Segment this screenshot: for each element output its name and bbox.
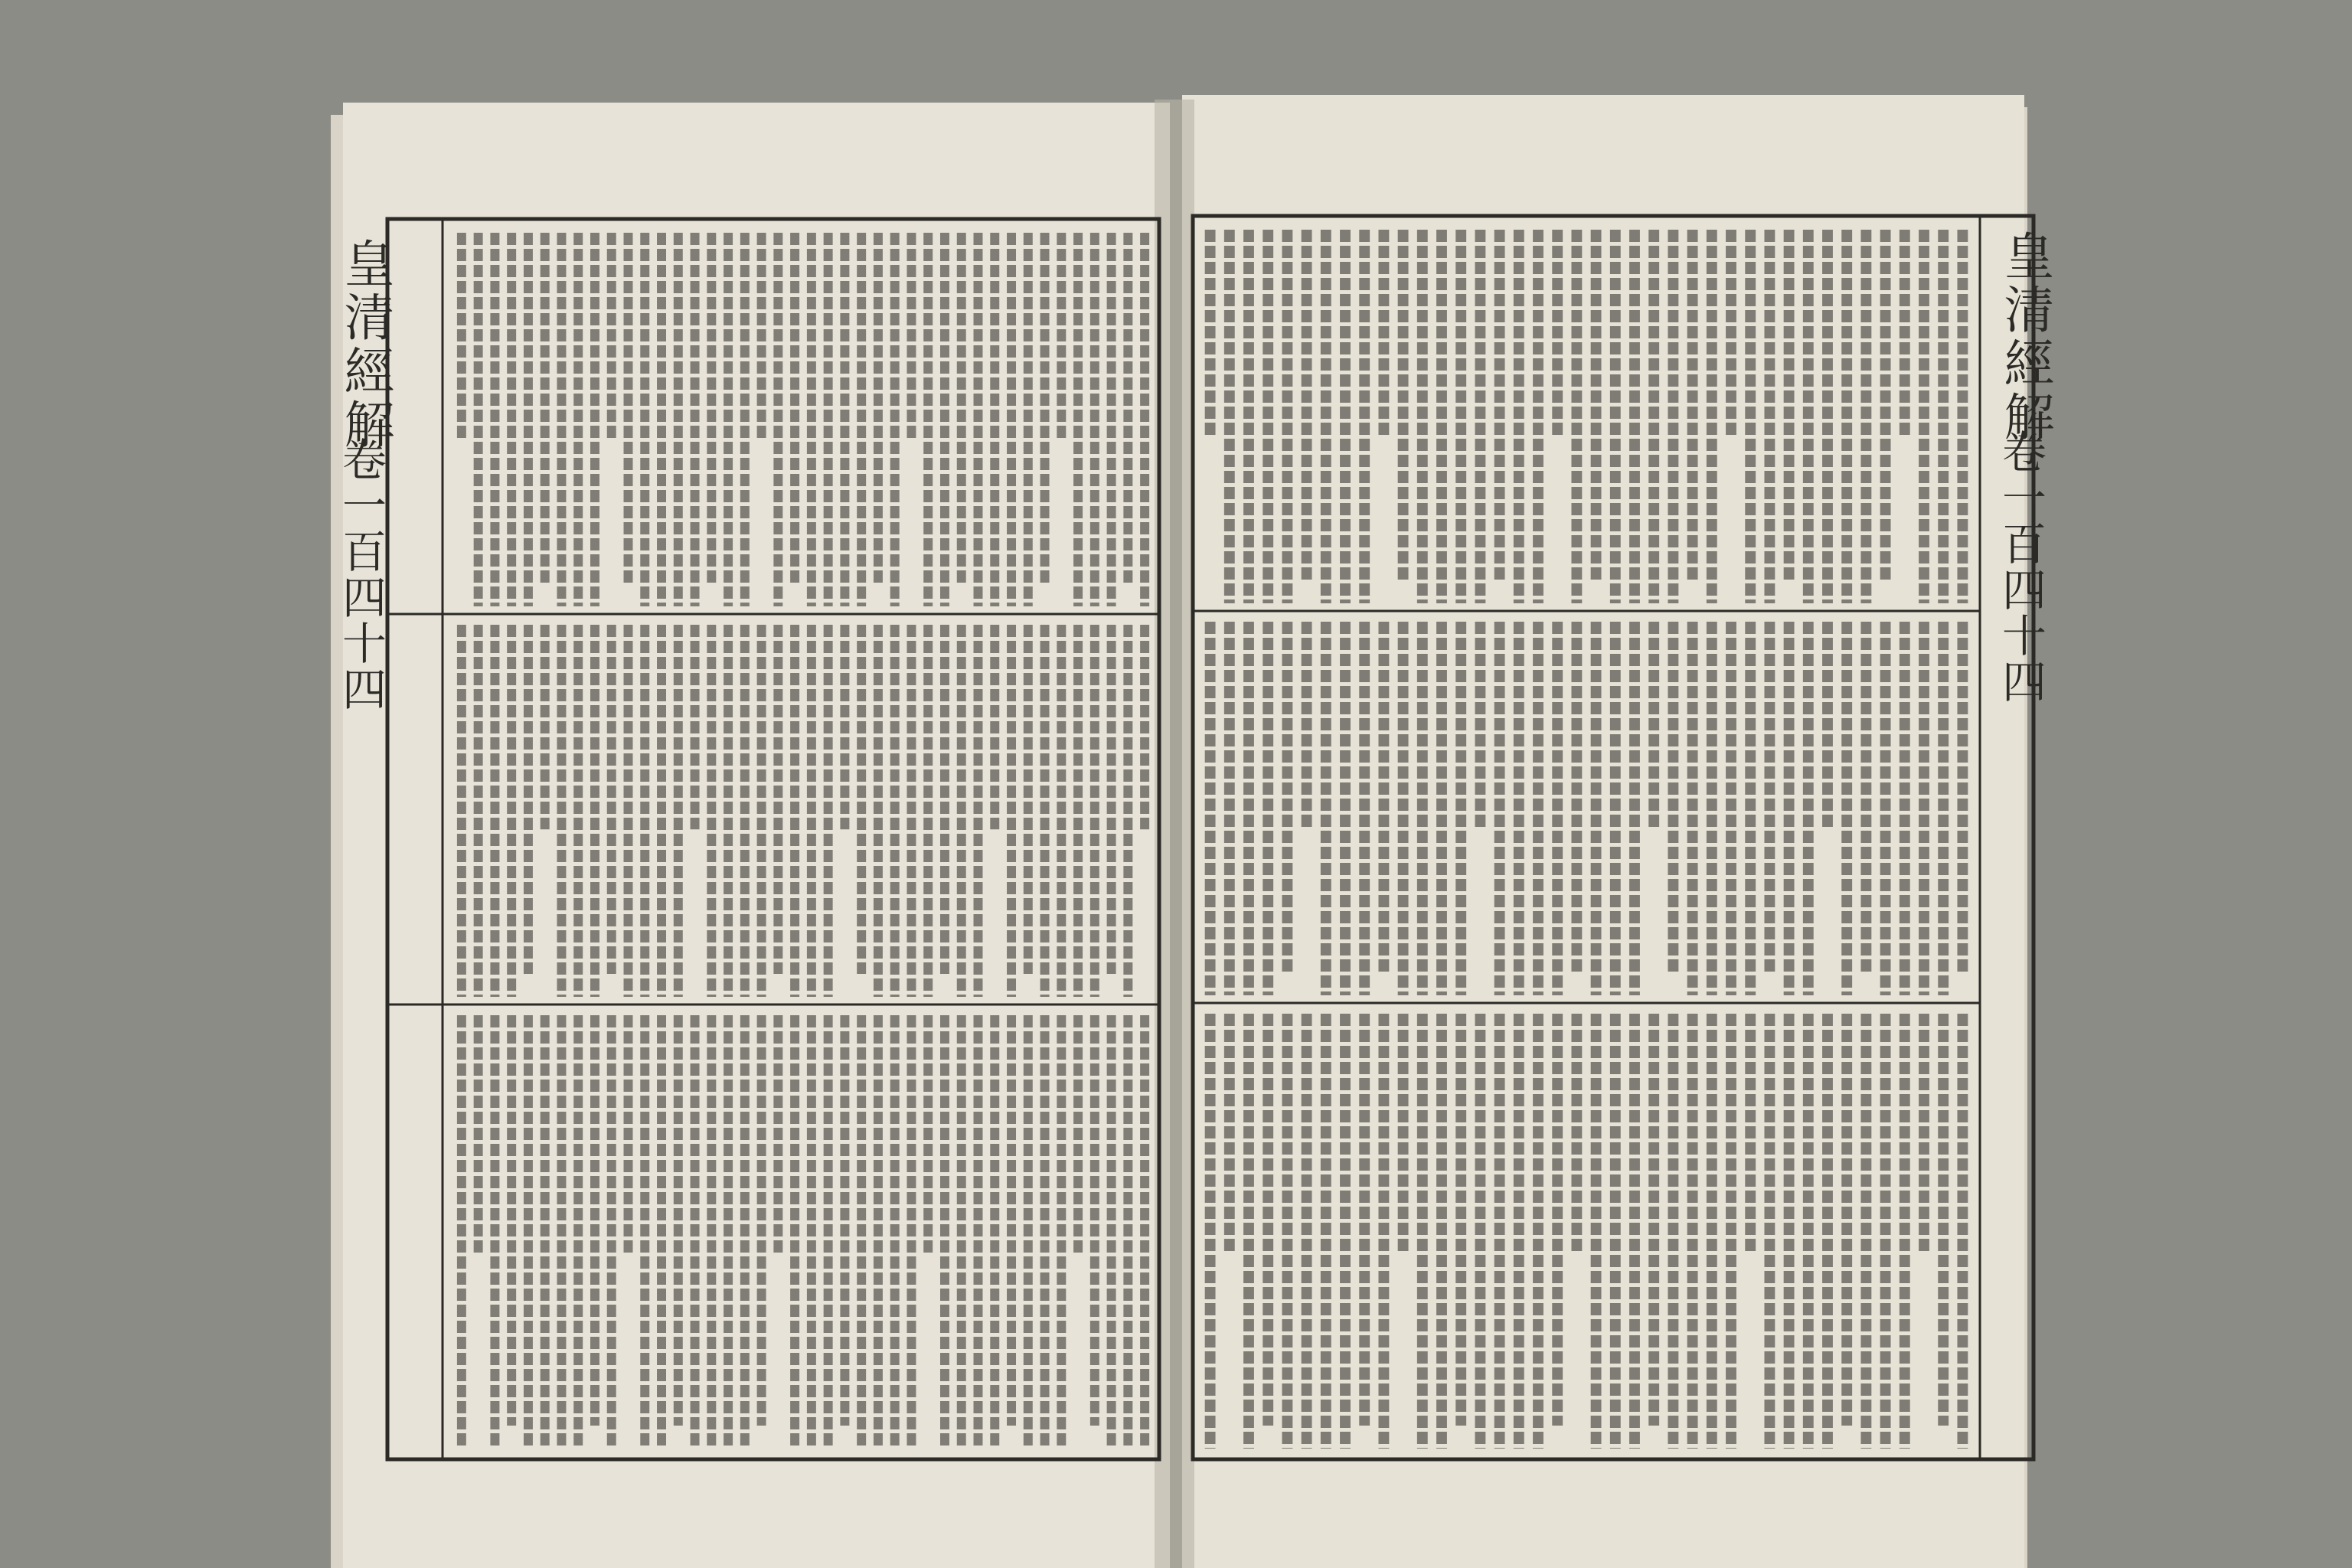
left-volume-label: 卷一百四十四 xyxy=(335,436,387,712)
left-running-title: 皇清經解 xyxy=(335,237,394,452)
right-running-title: 皇清經解 xyxy=(1995,230,2054,444)
right-volume-label: 卷一百四十四 xyxy=(1994,429,2047,704)
